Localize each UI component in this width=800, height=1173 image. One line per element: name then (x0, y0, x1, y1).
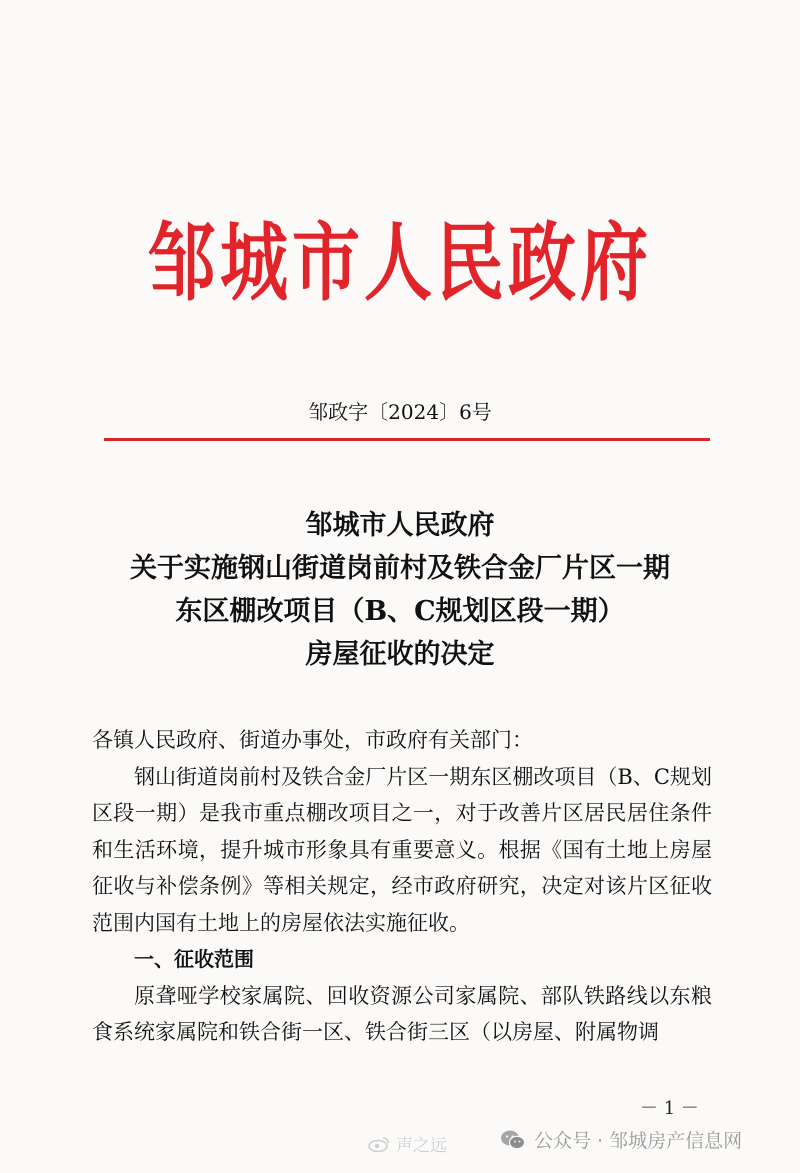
wechat-account: 公众号 · 邹城房产信息网 (534, 1130, 743, 1152)
title-line-3: 东区棚改项目（B、C规划区段一期） (175, 596, 625, 627)
document-title (0, 504, 800, 676)
issuer-header: 邹城市人民政府 (147, 213, 652, 314)
salutation: 各镇人民政府、街道办事处，市政府有关部门： (92, 728, 533, 752)
weibo-watermark (368, 1131, 447, 1156)
document-body (92, 722, 712, 1051)
paragraph-background: 钢山街道岗前村及铁合金厂片区一期东区棚改项目（B、C规划区段一期）是我市重点棚改项目之一，对于改善片区居民居住条件和生活环境，提升城市形象具有重要意义。根据《国有土地上房屋征收与补偿条例》等相关规定，经市政府研究，决定对该片区征收范围内国有土地上的房屋依法实施征收。 (92, 764, 712, 935)
wechat-icon (500, 1129, 526, 1151)
title-line-4: 房屋征收的决定 (305, 639, 495, 670)
wechat-watermark (500, 1126, 742, 1153)
page-number: － 1 － (640, 1098, 699, 1119)
weibo-icon (368, 1136, 390, 1152)
title-line-1: 邹城市人民政府 (305, 510, 495, 541)
document-number: 邹政字〔2024〕6号 (308, 400, 492, 424)
section-heading-scope: 一、征收范围 (134, 947, 254, 971)
header-divider (104, 438, 710, 441)
title-line-2: 关于实施钢山街道岗前村及铁合金厂片区一期 (130, 553, 670, 584)
weibo-handle: 声之远 (396, 1136, 447, 1156)
paragraph-scope: 原聋哑学校家属院、回收资源公司家属院、部队铁路线以东粮食系统家属院和铁合街一区、铁合街三区（以房屋、附属物调 (92, 983, 712, 1044)
